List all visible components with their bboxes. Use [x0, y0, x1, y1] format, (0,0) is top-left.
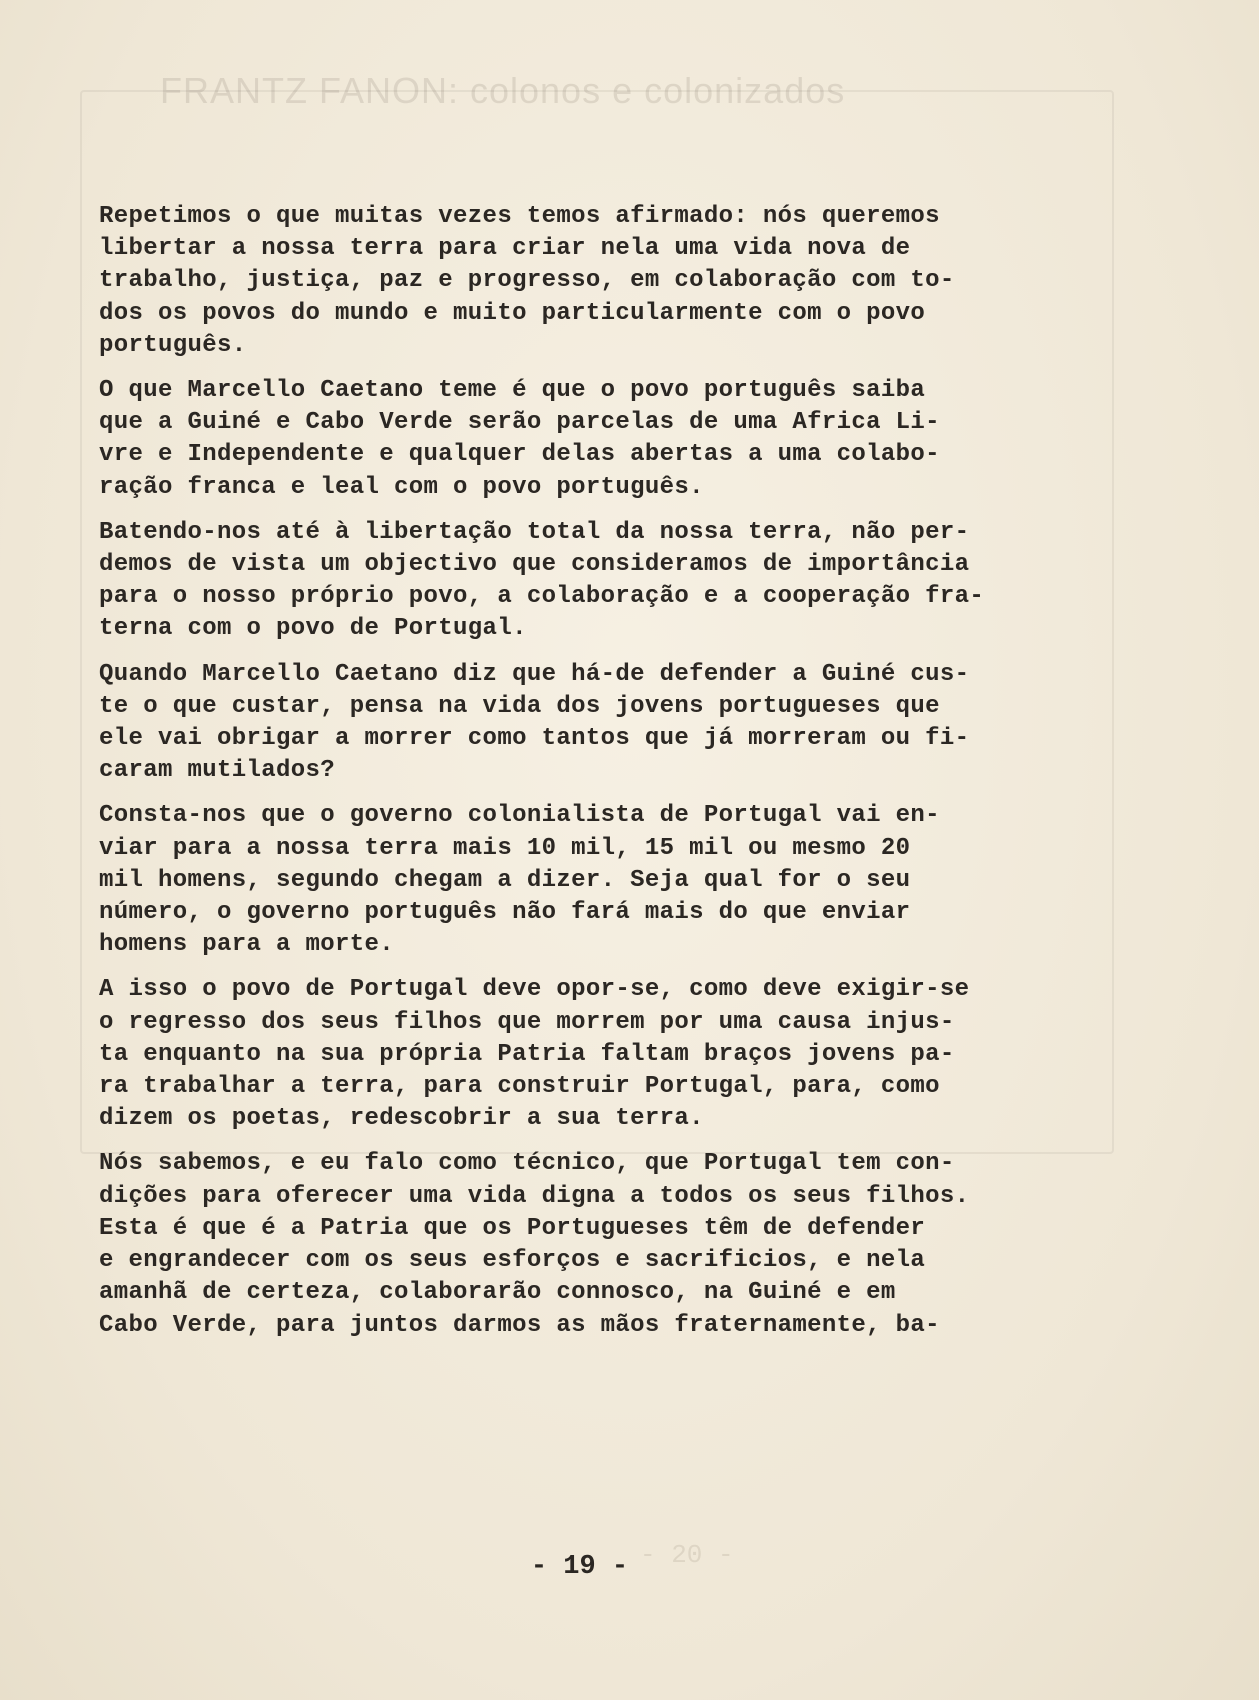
text-line: ração franca e leal com o povo português. [99, 473, 704, 501]
body-text [99, 201, 1119, 1355]
text-line: homens para a morte. [99, 931, 395, 959]
text-line: ra trabalhar a terra, para construir Portugal, para, como [99, 1073, 940, 1101]
text-line: para o nosso próprio povo, a colaboração e a cooperação fra- [99, 583, 985, 611]
text-line: Consta-nos que o governo colonialista de Portugal vai en- [99, 802, 940, 830]
text-line: português. [99, 331, 247, 359]
text-line: ele vai obrigar a morrer como tantos que já morreram ou fi- [99, 725, 970, 753]
text-line: Cabo Verde, para juntos darmos as mãos fraternamente, ba- [99, 1311, 940, 1339]
text-line: Quando Marcello Caetano diz que há-de defender a Guiné cus- [99, 660, 970, 688]
bleed-through-title: FRANTZ FANON: colonos e colonizados [160, 70, 846, 111]
text-line: o regresso dos seus filhos que morrem por uma causa injus- [99, 1008, 955, 1036]
text-line: que a Guiné e Cabo Verde serão parcelas de uma Africa Li- [99, 409, 940, 437]
text-line: O que Marcello Caetano teme é que o povo português saiba [99, 377, 926, 405]
text-line: e engrandecer com os seus esforços e sacrificios, e nela [99, 1247, 926, 1275]
text-line: Esta é que é a Patria que os Portugueses têm de defender [99, 1214, 926, 1242]
text-line: ta enquanto na sua própria Patria faltam braços jovens pa- [99, 1040, 955, 1068]
paragraph [99, 375, 1119, 504]
text-line: número, o governo português não fará mais do que enviar [99, 899, 911, 927]
paragraph [99, 800, 1119, 961]
text-line: trabalho, justiça, paz e progresso, em colaboração com to- [99, 267, 955, 295]
text-line: caram mutilados? [99, 757, 336, 785]
paragraph [99, 974, 1119, 1135]
text-line: A isso o povo de Portugal deve opor-se, como deve exigir-se [99, 976, 970, 1004]
paragraph [99, 659, 1119, 788]
text-line: Repetimos o que muitas vezes temos afirmado: nós queremos [99, 203, 940, 230]
text-line: dizem os poetas, redescobrir a sua terra. [99, 1105, 704, 1133]
text-line: vre e Independente e qualquer delas abertas a uma colabo- [99, 441, 940, 469]
text-line: amanhã de certeza, colaborarão connosco, na Guiné e em [99, 1279, 896, 1307]
text-line: viar para a nossa terra mais 10 mil, 15 mil ou mesmo 20 [99, 834, 911, 862]
text-line: demos de vista um objectivo que consideramos de importância [99, 551, 970, 579]
text-line: mil homens, segundo chegam a dizer. Seja qual for o seu [99, 866, 911, 894]
text-line: terna com o povo de Portugal. [99, 615, 527, 643]
text-line: te o que custar, pensa na vida dos jovens portugueses que [99, 692, 940, 720]
paragraph [99, 517, 1119, 646]
bleed-through-page-number: - 20 - [640, 1540, 734, 1570]
text-line: dos os povos do mundo e muito particularmente com o povo [99, 299, 926, 327]
text-line: Nós sabemos, e eu falo como técnico, que Portugal tem con- [99, 1150, 955, 1178]
paragraph [99, 201, 1119, 362]
text-line: libertar a nossa terra para criar nela uma vida nova de [99, 235, 911, 263]
text-line: dições para oferecer uma vida digna a todos os seus filhos. [99, 1182, 970, 1210]
text-line: Batendo-nos até à libertação total da nossa terra, não per- [99, 518, 970, 546]
paragraph [99, 1148, 1119, 1341]
page-number: - 19 - [530, 1552, 629, 1582]
